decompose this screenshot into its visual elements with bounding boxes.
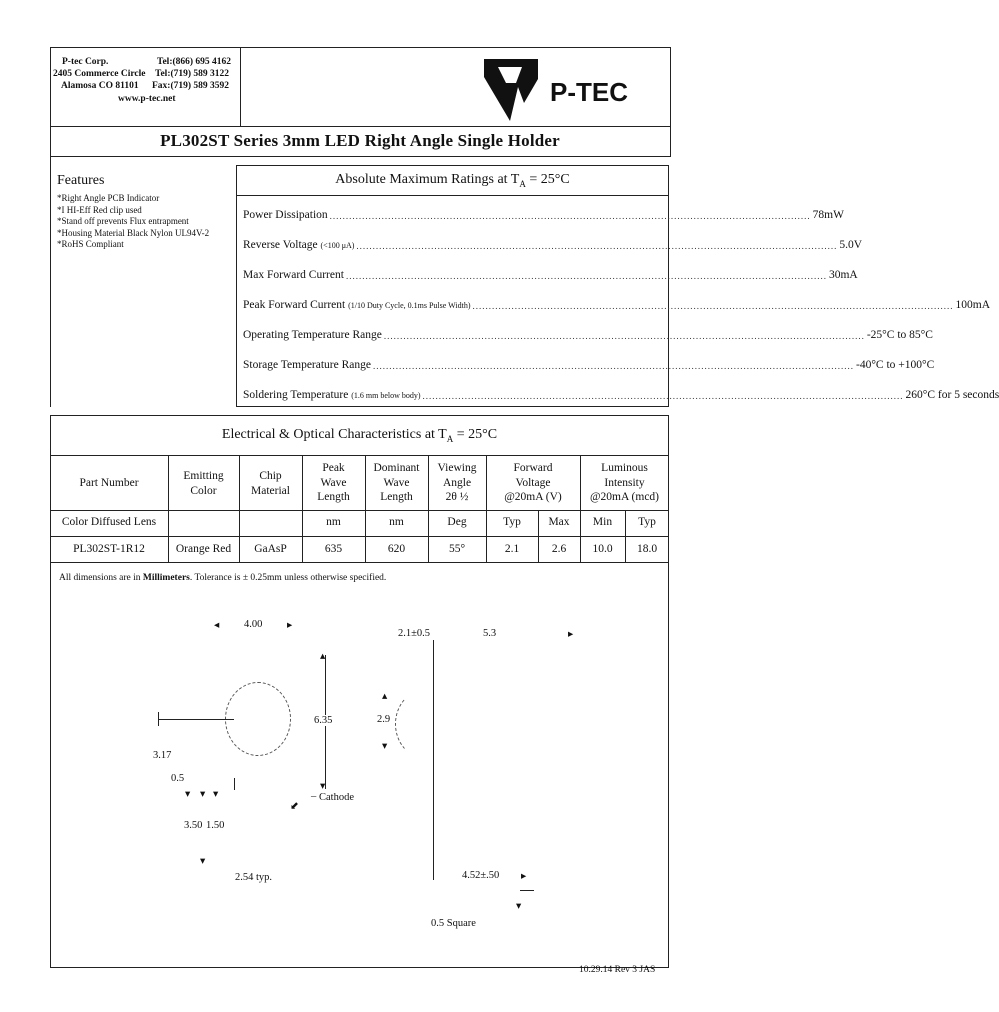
feature-item: *Right Angle PCB Indicator xyxy=(57,193,160,203)
data-peak: 635 xyxy=(324,543,343,555)
unit-viewing: Deg xyxy=(447,516,467,528)
data-vtyp: 2.1 xyxy=(504,543,520,555)
dim-350: 3.50 xyxy=(184,820,203,831)
dim-height: 6.35 xyxy=(314,715,333,726)
rating-leader: .................................................................................................................................................... xyxy=(422,391,904,401)
rating-label: Power Dissipation xyxy=(243,209,328,221)
arrow-right-icon: ▸ xyxy=(568,629,574,640)
dim-29: 2.9 xyxy=(377,714,391,725)
page-title: PL302ST Series 3mm LED Right Angle Single Holder xyxy=(160,131,560,150)
unit-vmax: Max xyxy=(548,516,570,528)
ratings-heading-text: Absolute Maximum Ratings at T xyxy=(335,172,520,187)
rating-label: Reverse Voltage (<100 μA) xyxy=(243,239,355,251)
square-mark xyxy=(520,890,534,891)
data-lmin: 10.0 xyxy=(592,543,613,555)
rating-leader: .................................................................................................................................................... xyxy=(356,241,838,251)
rating-row xyxy=(243,353,935,371)
company-website[interactable]: www.p-tec.net xyxy=(118,94,176,104)
data-dominant: 620 xyxy=(387,543,406,555)
electrical-heading-tail: = 25°C xyxy=(453,427,498,442)
rating-value: 5.0V xyxy=(839,239,863,251)
company-fax: Fax:(719) 589 3592 xyxy=(152,81,230,91)
col-header-forward: Forward Voltage @20mA (V) xyxy=(504,462,562,503)
arrow-up-icon: ▴ xyxy=(382,691,388,702)
ratings-heading-tail: = 25°C xyxy=(525,172,570,187)
company-tel-2: Tel:(719) 589 3122 xyxy=(155,69,230,79)
data-viewing: 55° xyxy=(448,543,466,555)
col-header-dominant: Dominant Wave Length xyxy=(373,462,420,503)
col-header-chip: Chip Material xyxy=(251,470,290,497)
revision-footer: 10.29.14 Rev 3 JAS xyxy=(579,965,656,975)
rating-value: 30mA xyxy=(828,269,858,281)
col-header-part: Part Number xyxy=(79,477,139,489)
company-name: P-tec Corp. xyxy=(62,57,109,67)
table-rule xyxy=(50,455,669,456)
rating-note: (<100 μA) xyxy=(320,241,355,250)
arrow-down-icon: ▾ xyxy=(213,789,219,800)
arrow-pointer-icon: ⬋ xyxy=(290,801,299,812)
arrow-left-icon: ◂ xyxy=(214,620,220,631)
rating-value: 260°C for 5 seconds xyxy=(905,389,999,401)
unit-vtyp: Typ xyxy=(503,516,521,528)
dim-452: 4.52±.50 xyxy=(462,870,500,881)
data-chip: GaAsP xyxy=(254,543,287,555)
dim-53: 5.3 xyxy=(483,628,497,639)
rating-leader: .................................................................................................................................................... xyxy=(345,271,827,281)
arrow-down-icon: ▾ xyxy=(200,856,206,867)
dim-150: 1.50 xyxy=(206,820,225,831)
square-label: 0.5 Square xyxy=(431,918,476,929)
rating-value: 100mA xyxy=(955,299,990,311)
electrical-heading-text: Electrical & Optical Characteristics at T xyxy=(221,427,447,442)
rating-row xyxy=(243,233,863,251)
unit-ltyp: Typ xyxy=(638,516,656,528)
rating-value: -40°C to +100°C xyxy=(856,359,935,371)
lead-line xyxy=(158,719,234,720)
ptec-logo xyxy=(480,57,666,123)
arrow-down-icon: ▾ xyxy=(320,781,326,792)
rating-row xyxy=(243,323,933,341)
table-rule xyxy=(50,536,669,537)
rating-label: Max Forward Current xyxy=(243,269,344,281)
col-header-viewing: Viewing Angle 2θ ½ xyxy=(437,462,477,503)
dim-254: 2.54 typ. xyxy=(235,872,273,883)
rating-label: Operating Temperature Range xyxy=(243,329,382,341)
dim-21: 2.1±0.5 xyxy=(398,628,431,639)
features-left-border xyxy=(50,157,51,407)
led-side-outline xyxy=(395,690,453,758)
ptec-logo-text: P-TEC xyxy=(550,77,628,107)
feature-item: *RoHS Compliant xyxy=(57,239,124,249)
table-rule xyxy=(50,510,669,511)
dimension-note-unit: Millimeters xyxy=(142,573,190,583)
data-vmax: 2.6 xyxy=(551,543,567,555)
ptec-logo-mark xyxy=(480,57,666,123)
feature-item: *Housing Material Black Nylon UL94V-2 xyxy=(57,227,210,238)
cathode-dash: – xyxy=(311,791,317,802)
electrical-heading xyxy=(50,427,669,444)
header-divider xyxy=(240,47,241,127)
feature-item: *I HI-Eff Red clip used xyxy=(57,204,142,215)
drawing-frame xyxy=(50,563,669,968)
company-address-2: Alamosa CO 81101 xyxy=(61,81,139,91)
side-dim-line xyxy=(433,640,434,880)
arrow-down-icon: ▾ xyxy=(516,901,522,912)
lead-tick xyxy=(158,712,159,726)
rating-value: -25°C to 85°C xyxy=(866,329,933,341)
unit-lens: Color Diffused Lens xyxy=(61,516,157,528)
rating-label: Peak Forward Current (1/10 Duty Cycle, 0.1ms Pulse Width) xyxy=(243,299,471,311)
rating-leader: .................................................................................................................................................... xyxy=(329,211,811,221)
dim-317: 3.17 xyxy=(153,750,172,761)
col-header-luminous: Luminous Intensity @20mA (mcd) xyxy=(589,462,660,503)
company-address-1: 2405 Commerce Circle xyxy=(53,69,146,79)
lead-stub xyxy=(234,778,235,790)
electrical-heading-sub: A xyxy=(446,433,454,444)
arrow-up-icon: ▴ xyxy=(320,651,326,662)
arrow-down-icon: ▾ xyxy=(382,741,388,752)
rating-leader: .................................................................................................................................................... xyxy=(472,301,954,311)
rating-leader: .................................................................................................................................................... xyxy=(373,361,854,371)
ratings-heading xyxy=(236,172,669,189)
dim-05: 0.5 xyxy=(171,773,185,784)
ratings-heading-sub: A xyxy=(519,178,526,189)
rating-row xyxy=(243,203,844,221)
rating-row xyxy=(243,293,990,311)
dim-width: 4.00 xyxy=(244,619,263,630)
features-heading: Features xyxy=(57,173,105,188)
rating-row xyxy=(243,263,858,281)
unit-lmin: Min xyxy=(592,516,613,528)
rating-label: Storage Temperature Range xyxy=(243,359,371,371)
title-divider xyxy=(50,126,671,127)
dimension-note: All dimensions are in Millimeters. Tolerance is ± 0.25mm unless otherwise specified. xyxy=(59,573,387,583)
arrow-right-icon: ▸ xyxy=(287,620,293,631)
company-tel: Tel:(866) 695 4162 xyxy=(157,57,232,67)
rating-label: Soldering Temperature (1.6 mm below body) xyxy=(243,389,421,401)
data-ltyp: 18.0 xyxy=(636,543,658,555)
unit-peak: nm xyxy=(326,516,341,528)
feature-item: *Stand off prevents Flux entrapment xyxy=(57,216,189,226)
rating-note: (1.6 mm below body) xyxy=(351,391,421,400)
led-body-outline xyxy=(225,682,291,756)
ratings-heading-divider xyxy=(236,195,669,196)
arrow-down-icon: ▾ xyxy=(200,789,206,800)
rating-leader: .................................................................................................................................................... xyxy=(383,331,865,341)
col-header-emitting: Emitting Color xyxy=(183,470,224,497)
cathode-label: Cathode xyxy=(319,792,354,803)
data-color: Orange Red xyxy=(175,543,232,555)
col-header-peak: Peak Wave Length xyxy=(317,462,350,503)
rating-note: (1/10 Duty Cycle, 0.1ms Pulse Width) xyxy=(348,301,471,310)
rating-row xyxy=(243,383,999,401)
features-list xyxy=(57,193,209,251)
unit-dominant: nm xyxy=(389,516,404,528)
rating-value: 78mW xyxy=(812,209,844,221)
arrow-down-icon: ▾ xyxy=(185,789,191,800)
data-part: PL302ST-1R12 xyxy=(73,543,145,555)
arrow-right-icon: ▸ xyxy=(521,871,527,882)
